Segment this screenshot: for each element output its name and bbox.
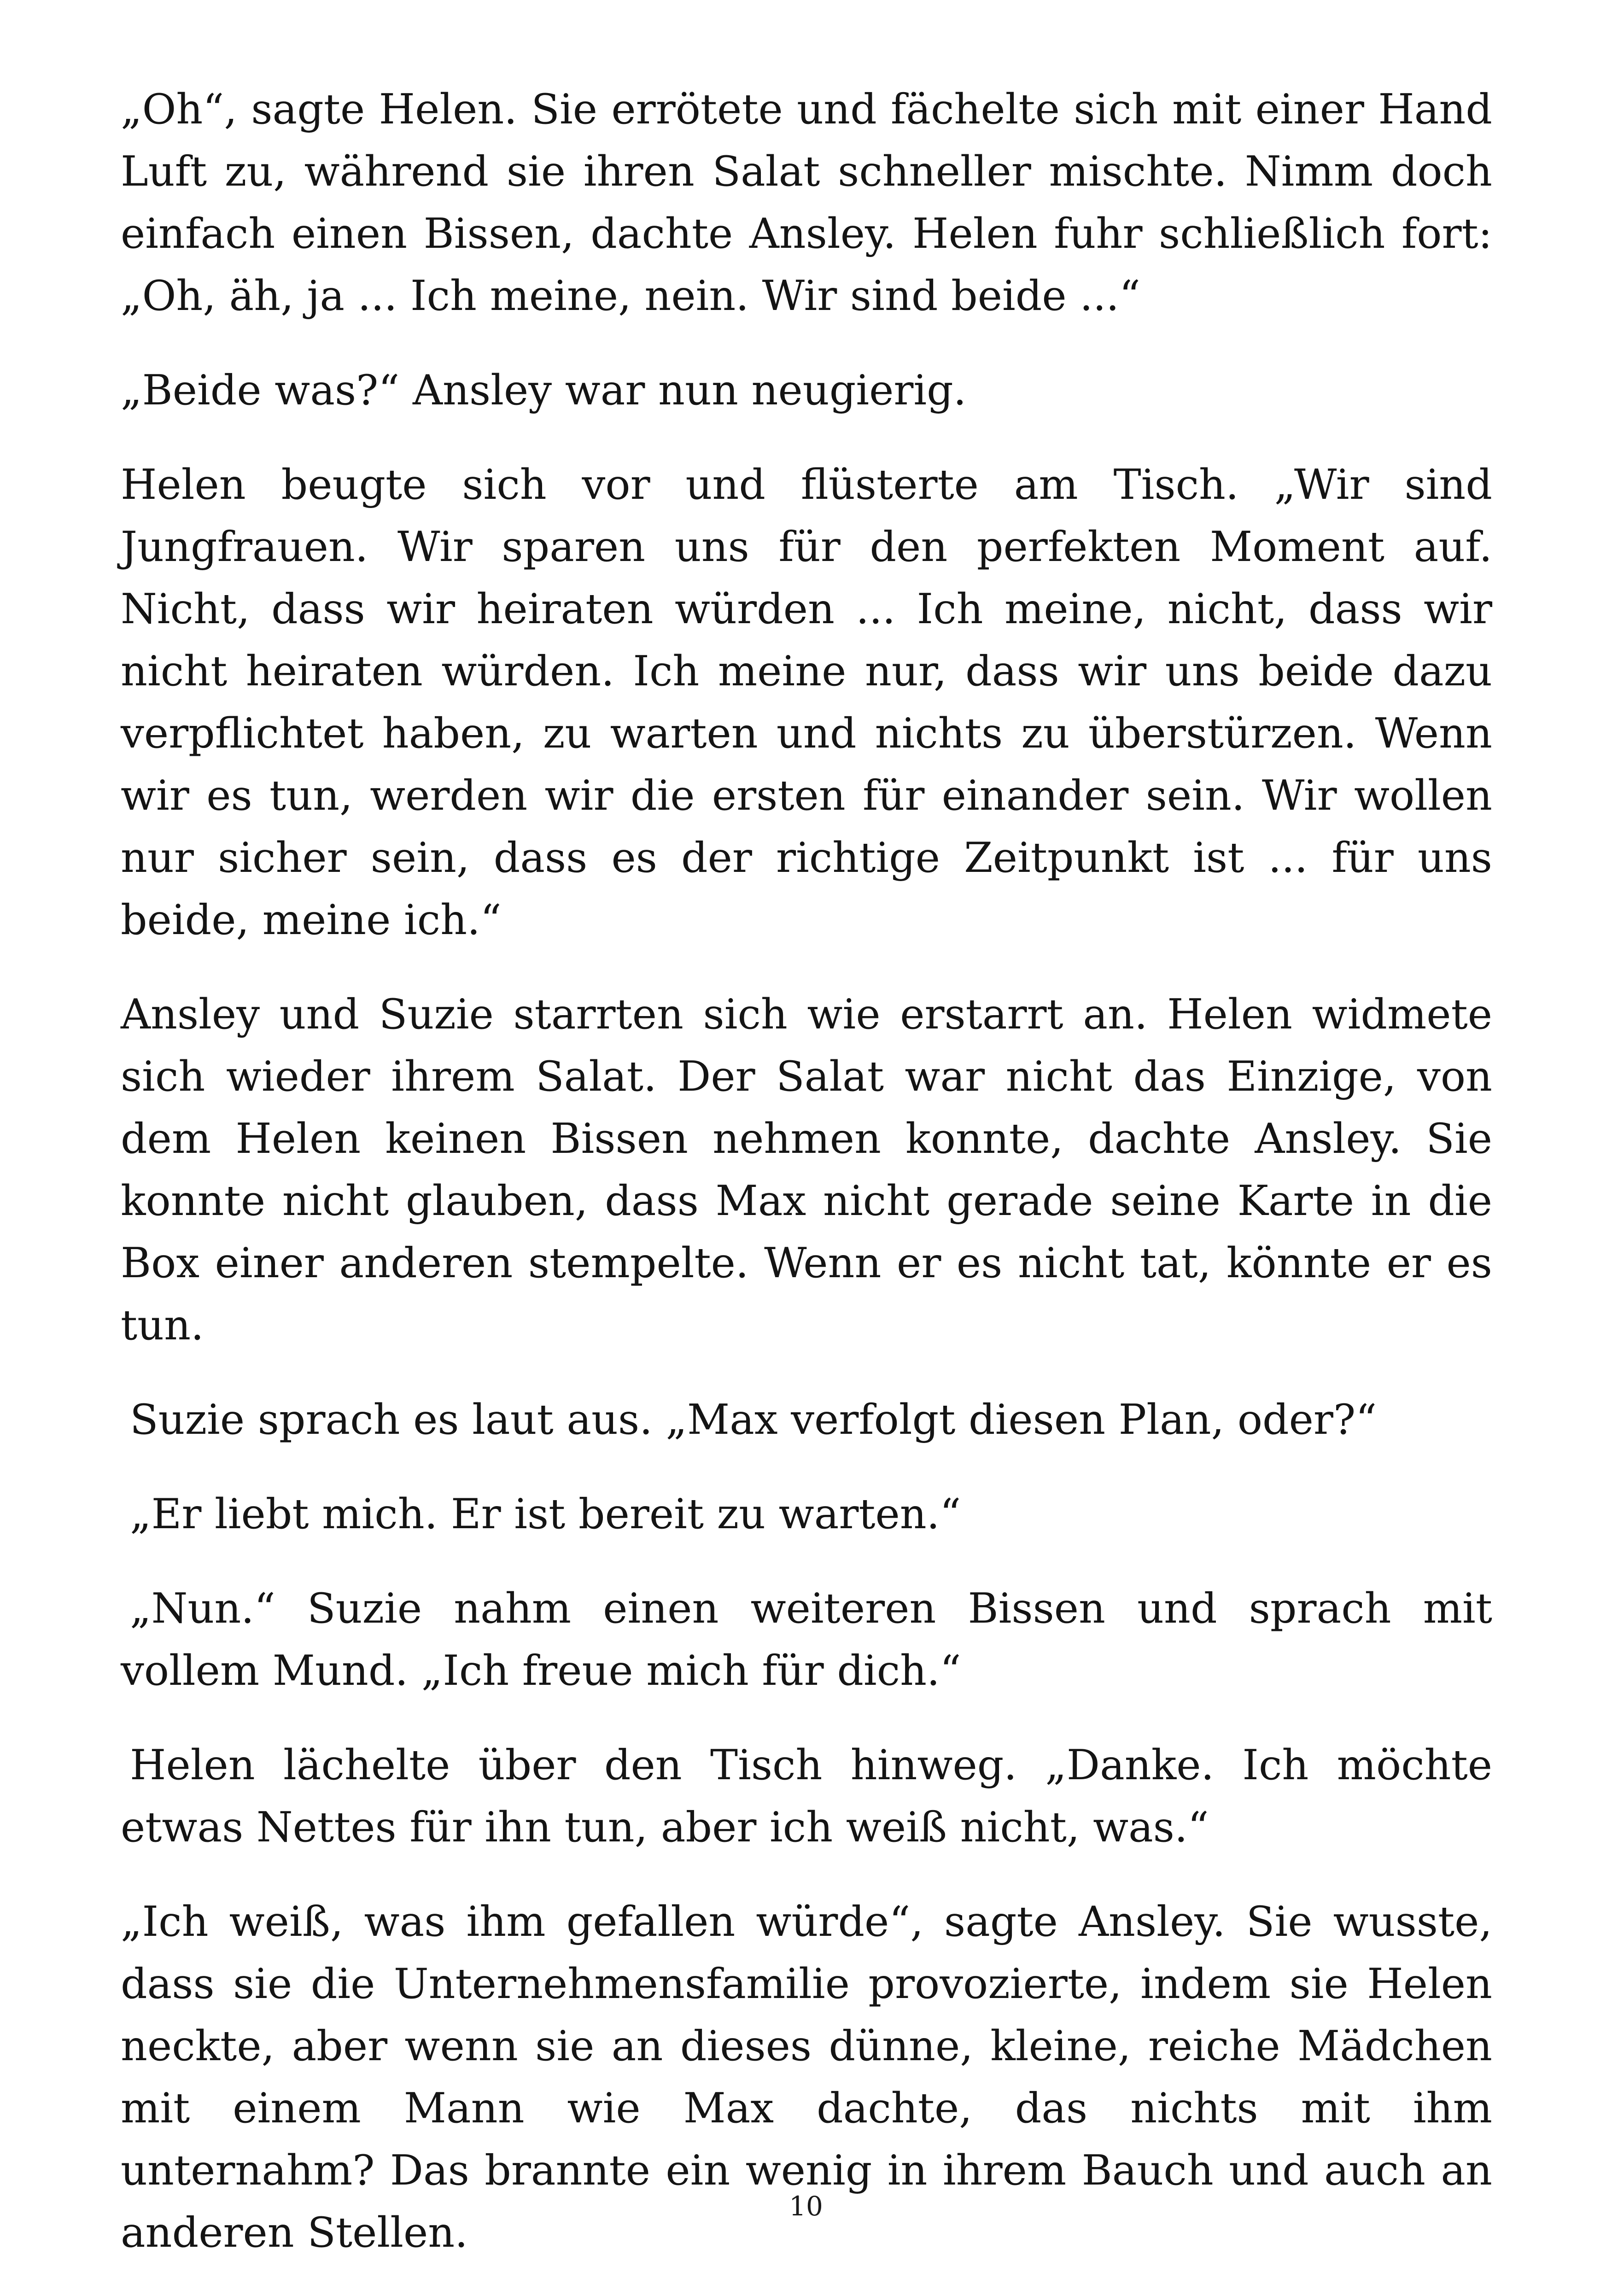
paragraph-6: „Er liebt mich. Er ist bereit zu warten.“ bbox=[130, 1490, 961, 1538]
paragraph-5: Suzie sprach es laut aus. „Max verfolgt diesen Plan, oder?“ bbox=[130, 1396, 1377, 1444]
page-number: 10 bbox=[789, 2191, 823, 2222]
paragraph-4: Ansley und Suzie starrten sich wie erstarrt an. Helen widmete sich wieder ihrem Salat. Der Salat war nicht das Einzige, von dem Helen keinen Bissen nehmen konnte, dachte Ansley. Sie konnte nicht glauben, dass Max nicht gerade seine Karte in die Box einer anderen stempelte. Wenn er es nicht tat, könnte er es tun. bbox=[121, 990, 1492, 1350]
paragraph-2: „Beide was?“ Ansley war nun neugierig. bbox=[121, 366, 967, 415]
paragraph-1: „Oh“, sagte Helen. Sie errötete und fächelte sich mit einer Hand Luft zu, während sie ihren Salat schneller mischte. Nimm doch einfach einen Bissen, dachte Ansley. Helen fuhr schließlich fort: „Oh, äh, ja ... Ich meine, nein. Wir sind beide ...“ bbox=[121, 85, 1492, 320]
paragraph-3: Helen beugte sich vor und flüsterte am Tisch. „Wir sind Jungfrauen. Wir sparen uns für den perfekten Moment auf. Nicht, dass wir heiraten würden ... Ich meine, nicht, dass wir nicht heiraten würden. Ich meine nur, dass wir uns beide dazu verpflichtet haben, zu warten und nichts zu überstürzen. Wenn wir es tun, werden wir die ersten für einander sein. Wir wollen nur sicher sein, dass es der richtige Zeitpunkt ist ... für uns beide, meine ich.“ bbox=[121, 461, 1492, 944]
paragraph-9: „Ich weiß, was ihm gefallen würde“, sagte Ansley. Sie wusste, dass sie die Unternehmensfamilie provozierte, indem sie Helen neckte, aber wenn sie an dieses dünne, kleine, reiche Mädchen mit einem Mann wie Max dachte, das nichts mit ihm unternahm? Das brannte ein wenig in ihrem Bauch und auch an anderen Stellen. bbox=[121, 1898, 1492, 2257]
body-text bbox=[121, 78, 1492, 2296]
paragraph-7: „Nun.“ Suzie nahm einen weiteren Bissen und sprach mit vollem Mund. „Ich freue mich für dich.“ bbox=[121, 1584, 1492, 1695]
paragraph-8: Helen lächelte über den Tisch hinweg. „Danke. Ich möchte etwas Nettes für ihn tun, aber ich weiß nicht, was.“ bbox=[121, 1741, 1492, 1852]
